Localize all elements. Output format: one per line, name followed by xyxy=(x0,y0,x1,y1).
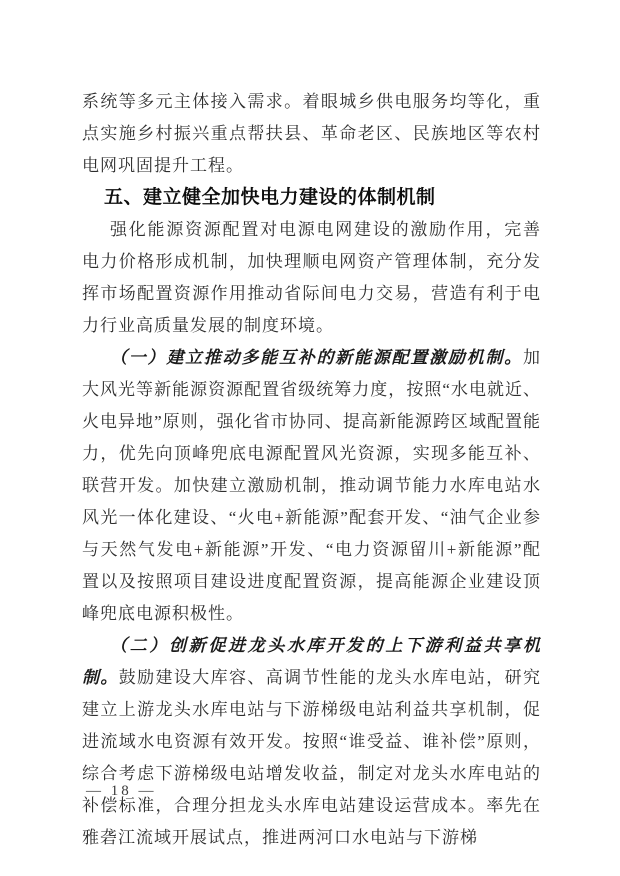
paragraph-item-1 xyxy=(82,342,541,630)
paragraph-continuation xyxy=(82,86,541,182)
page-number: — 18 — xyxy=(86,783,157,799)
paragraph-text: 鼓励建设大库容、高调节性能的龙头水库电站，研究建立上游龙头水库电站与下游梯级电站利益共享机制，促进流域水电资源有效开发。按照“谁受益、谁补偿”原则，综合考虑下游梯级电站增发收益，制定对龙头水库电站的补偿标准，合理分担龙头水库电站建设运营成本。率先在雅砻江流域开展试点，推进两河口水电站与下游梯 xyxy=(82,668,541,847)
paragraph-item-2 xyxy=(82,630,541,854)
item-1-lead: （一）建立推动多能互补的新能源配置激励机制。 xyxy=(110,348,523,367)
document-content xyxy=(82,86,541,854)
paragraph xyxy=(82,214,541,342)
item-2-lead: （二）创新促进龙头水库开发的上下游利益共享机制。 xyxy=(82,636,541,687)
paragraph-text: 系统等多元主体接入需求。着眼城乡供电服务均等化，重点实施乡村振兴重点帮扶县、革命老区、民族地区等农村电网巩固提升工程。 xyxy=(82,92,541,175)
paragraph-text: 加大风光等新能源资源配置省级统筹力度，按照“水电就近、火电异地”原则，强化省市协同、提高新能源跨区域配置能力，优先向顶峰兜底电源配置风光资源，实现多能互补、联营开发。加快建立激励机制，推动调节能力水库电站水风光一体化建设、“火电+新能源”配套开发、“油气企业参与天然气发电+新能源”开发、“电力资源留川+新能源”配置以及按照项目建设进度配置资源，提高能源企业建设顶峰兜底电源积极性。 xyxy=(82,348,541,623)
section-heading xyxy=(82,182,541,214)
section-heading-text: 五、建立健全加快电力建设的体制机制 xyxy=(104,187,436,208)
paragraph-text: 强化能源资源配置对电源电网建设的激励作用，完善电力价格形成机制，加快理顺电网资产管理体制，充分发挥市场配置资源作用推动省际间电力交易，营造有利于电力行业高质量发展的制度环境。 xyxy=(82,220,541,335)
